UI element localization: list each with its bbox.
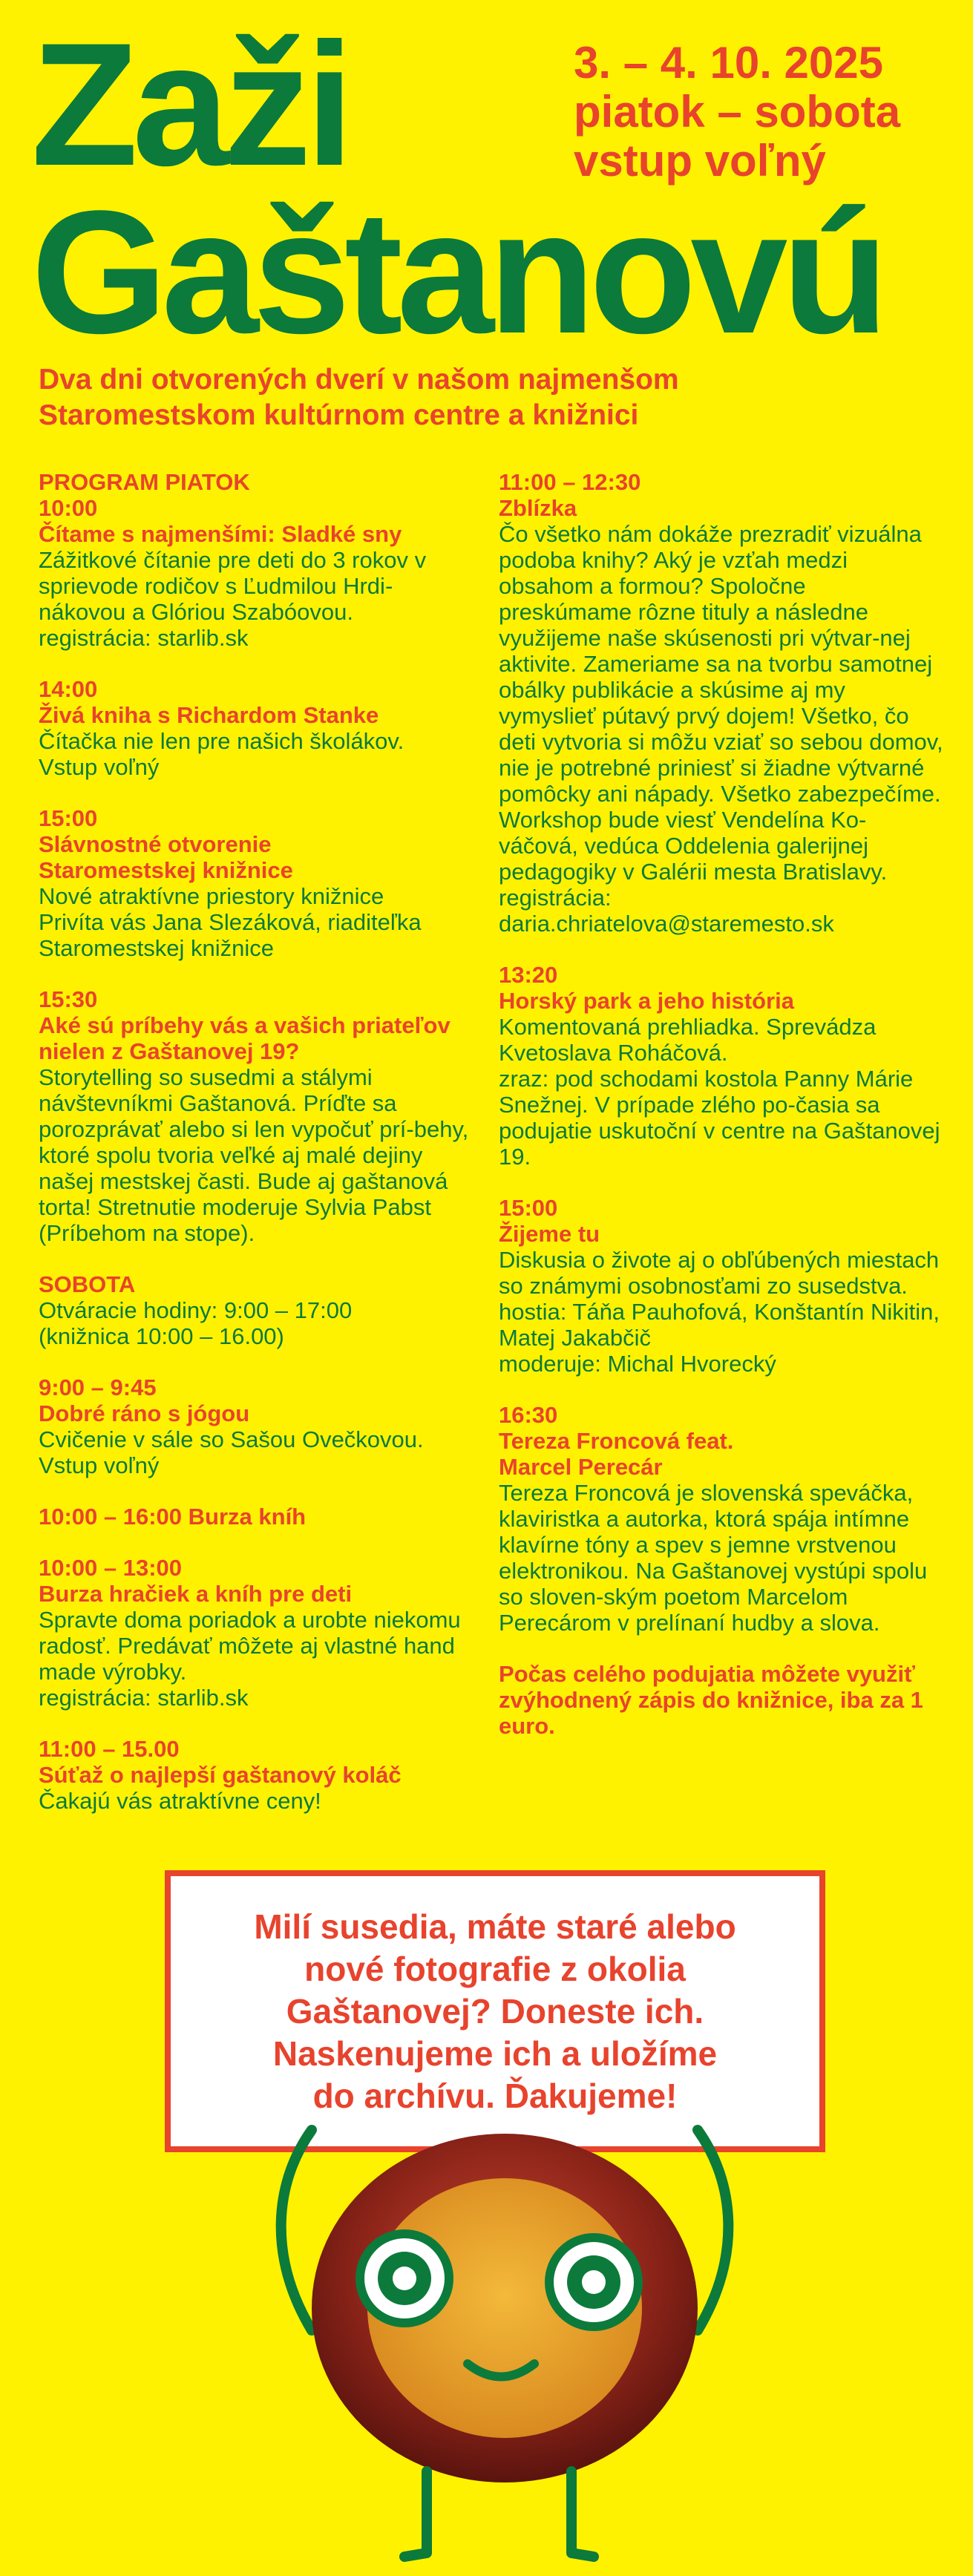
program-time: 11:00 – 12:30 [499,469,641,495]
program-time: SOBOTA [39,1271,136,1297]
program-time: 13:20 [499,962,558,988]
program-text: Storytelling so susedmi a stálymi návštevníkmi Gaštanová. Príďte sa porozprávať alebo si len vypočuť prí-behy, ktoré spolu tvoria veľké aj malé dejiny našej mestskej časti. Bude aj gaštanová torta! Stretnutie moderuje Sylvia Pabst (Príbehom na stope). [39,1064,469,1246]
program-time: 9:00 – 9:45 [39,1374,157,1400]
program-text: Tereza Froncová je slovenská speváčka, klaviristka a autorka, ktorá spája intímne klavírne tóny a spev s jemne vrstvenou elektronikou. Na Gaštanovej vystúpi spolu so sloven-ským poetom Marcelom Perecárom v prelínaní hudby a slova. [499,1480,928,1636]
program-text: Spravte doma poriadok a urobte niekomu radosť. Predávať môžete aj vlastné hand made výrobky. registrácia: starlib.sk [39,1607,461,1711]
program-time: 11:00 – 15.00 [39,1736,180,1762]
program-item [39,1374,476,1478]
program-time: 10:00 – 13:00 [39,1555,183,1581]
event-date: 3. – 4. 10. 2025 [574,38,884,88]
program-title: Zblízka [499,495,577,521]
event-dates [574,39,930,186]
program-time: 10:00 – 16:00 Burza kníh [39,1504,307,1530]
program-title: Aké sú príbehy vás a vašich priateľov nielen z Gaštanovej 19? [39,1012,451,1064]
program-text: Čo všetko nám dokáže prezradiť vizuálna podoba knihy? Aký je vzťah medzi obsahom a formou? Spoločne preskúmame rôzne tituly a následne využijeme naše skúsenosti pri výtvar-nej aktivite. Zameriame sa na tvorbu samotnej obálky publikácie a skúsime aj my vymyslieť pútavý prvý dojem! Všetko, čo deti vytvoria si môžu vziať so sebou domov, nie je potrebné priniesť si žiadne výtvarné pomôcky ani nápady. Všetko zabezpečíme. Workshop bude viesť Vendelína Ko-váčová, vedúca Oddelenia galerijnej pedagogiky v Galérii mesta Bratislavy. registrácia: daria.chriatelova@staremesto.sk [499,521,943,937]
program-column-left [39,469,476,1839]
chestnut-mascot-icon [245,2123,764,2568]
program-item [39,1736,476,1814]
program-title: Čítame s najmenšími: Sladké sny [39,521,402,547]
right-leg [571,2471,594,2557]
program-time: PROGRAM PIATOK 10:00 [39,469,250,521]
program-item [499,962,944,1170]
program-item [499,1195,944,1377]
title-line-2: Gaštanovú [31,174,883,370]
title-line-1: Zaži [31,7,348,203]
program-title: Tereza Froncová feat. Marcel Perecár [499,1428,734,1480]
program-item [39,676,476,780]
intro-text: Dva dni otvorených dverí v našom najmenšom Staromestskom kultúrnom centre a knižnici [39,364,679,431]
program-title: Dobré ráno s jógou [39,1400,250,1426]
program-title: Súťaž o najlepší gaštanový koláč [39,1762,402,1788]
left-arm [281,2130,312,2330]
left-leg [404,2471,427,2557]
right-arm [698,2130,728,2330]
program-text: Cvičenie v sále so Sašou Ovečkovou. Vstup voľný [39,1426,424,1478]
program-title: Živá kniha s Richardom Stanke [39,702,379,728]
program-item [39,1504,476,1530]
program-item [499,1402,944,1636]
photo-appeal-sign [165,1870,825,2152]
program-text: Diskusia o živote aj o obľúbených miestach so známymi osobnosťami zo susedstva. hostia: Táňa Pauhofová, Konštantín Nikitin, Matej Jakabčič moderuje: Michal Hvorecký [499,1247,940,1377]
program-text: Otváracie hodiny: 9:00 – 17:00 (knižnica 10:00 – 16.00) [39,1297,353,1349]
program-title: Horský park a jeho história [499,988,794,1014]
program-title: Burza hračiek a kníh pre deti [39,1581,353,1607]
program-item [39,986,476,1246]
program-item [39,1555,476,1711]
program-title: Slávnostné otvorenie Staromestskej knižnice [39,831,293,883]
program-column-right [499,469,944,1739]
program-item [39,1271,476,1349]
program-text: Nové atraktívne priestory knižnice Privíta vás Jana Slezáková, riaditeľka Staromestskej knižnice [39,883,422,961]
program-time: 15:30 [39,986,98,1012]
program-item [499,469,944,937]
program-text: Čakajú vás atraktívne ceny! [39,1788,321,1814]
program-time: 16:30 [499,1402,558,1428]
program-text: Komentovaná prehliadka. Sprevádza Kvetoslava Roháčová. zraz: pod schodami kostola Panny Márie Snežnej. V prípade zlého po-časia sa podujatie uskutoční v centre na Gaštanovej 19. [499,1014,940,1170]
sign-text: Milí susedia, máte staré alebo nové fotografie z okolia Gaštanovej? Doneste ich. Naskenujeme ich a uložíme do archívu. Ďakujeme! [254,1907,736,2115]
program-time: 15:00 [39,805,98,831]
program-time: 14:00 [39,676,98,702]
program-time: 15:00 [499,1195,558,1221]
program-text: Zážitkové čítanie pre deti do 3 rokov v sprievode rodičov s Ľudmilou Hrdi-nákovou a Glóriou Szabóovou. registrácia: starlib.sk [39,547,427,651]
program-text: Čítačka nie len pre našich školákov. Vstup voľný [39,728,404,780]
program-item [39,805,476,961]
program-item [39,469,476,651]
event-days: piatok – sobota [574,87,901,137]
closing-note: Počas celého podujatia môžete využiť zvýhodnený zápis do knižnice, iba za 1 euro. [499,1661,923,1739]
event-entry: vstup voľný [574,136,826,186]
program-title: Žijeme tu [499,1221,600,1247]
